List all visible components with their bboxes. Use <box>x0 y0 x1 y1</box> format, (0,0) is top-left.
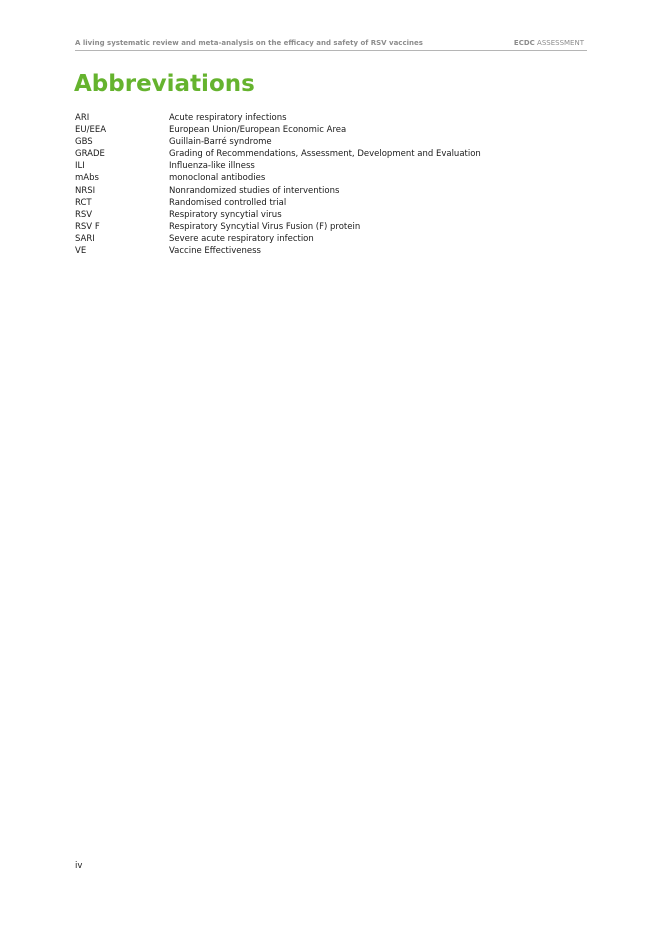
abbreviation-definition: Nonrandomized studies of interventions <box>169 185 340 196</box>
abbreviation-row <box>75 160 595 172</box>
abbreviation-term: mAbs <box>75 173 99 184</box>
abbreviation-term: SARI <box>75 233 95 244</box>
abbreviation-definition: Acute respiratory infections <box>169 113 287 123</box>
abbreviation-row <box>75 136 595 148</box>
abbreviation-term: RCT <box>75 197 92 208</box>
abbreviation-definition: monoclonal antibodies <box>169 173 266 184</box>
abbreviation-row <box>75 221 595 233</box>
abbreviation-definition: Grading of Recommendations, Assessment, Development and Evaluation <box>169 149 481 160</box>
abbreviation-term: VE <box>75 246 87 257</box>
document-title: A living systematic review and meta-analysis on the efficacy and safety of RSV vaccines <box>75 39 423 47</box>
abbreviation-row <box>75 185 595 197</box>
abbreviation-definition: Vaccine Effectiveness <box>169 246 261 257</box>
abbreviation-term: ARI <box>75 113 90 123</box>
abbreviation-term: RSV F <box>75 221 100 232</box>
abbreviation-definition: European Union/European Economic Area <box>169 125 347 136</box>
abbreviation-definition: Respiratory syncytial virus <box>169 209 282 220</box>
abbreviation-row <box>75 172 595 184</box>
abbreviation-definition: Influenza-like illness <box>169 161 255 172</box>
abbreviation-row <box>75 148 595 160</box>
abbreviation-row <box>75 112 595 124</box>
abbreviation-term: RSV <box>75 209 93 220</box>
abbreviation-definition: Severe acute respiratory infection <box>169 233 314 244</box>
abbreviation-term: GBS <box>75 137 93 148</box>
abbreviation-term: EU/EEA <box>75 125 107 136</box>
abbreviation-row <box>75 197 595 209</box>
header-brand <box>514 38 584 48</box>
section-title: Abbreviations <box>74 71 255 97</box>
header-label: ASSESSMENT <box>537 39 584 47</box>
abbreviation-definition: Respiratory Syncytial Virus Fusion (F) protein <box>169 221 361 232</box>
abbreviation-row <box>75 233 595 245</box>
abbreviation-row <box>75 124 595 136</box>
abbreviations-list <box>75 112 595 257</box>
abbreviation-term: NRSI <box>75 185 96 196</box>
header-org: ECDC <box>513 39 535 47</box>
abbreviation-term: GRADE <box>75 149 105 160</box>
page-number: iv <box>75 861 83 871</box>
abbreviation-row <box>75 245 595 257</box>
abbreviation-definition: Guillain-Barré syndrome <box>169 137 272 148</box>
abbreviation-definition: Randomised controlled trial <box>169 197 287 208</box>
running-header <box>75 38 587 51</box>
abbreviation-term: ILI <box>75 161 85 172</box>
abbreviation-row <box>75 209 595 221</box>
